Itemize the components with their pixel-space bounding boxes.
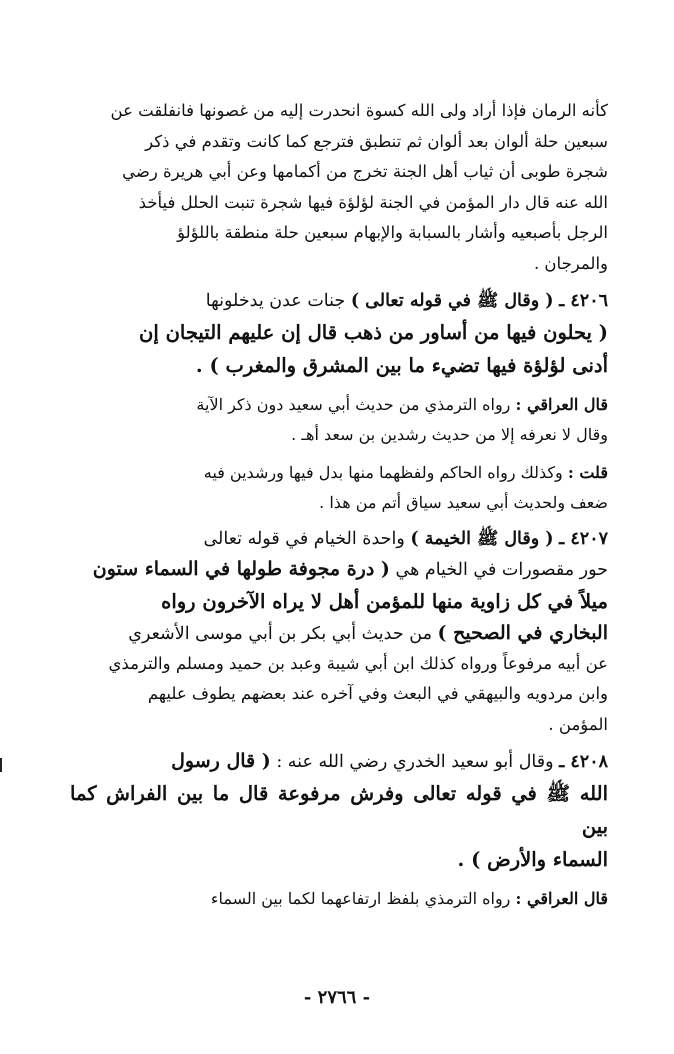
intro-line: الرجل بأصبعيه وأشار بالسبابة والإبهام سبعين حلة منطقة باللؤلؤ (177, 223, 608, 243)
hadith-bold-text: البخاري في الصحيح ) (437, 621, 608, 644)
hadith-number: ٤٢٠٦ ـ (559, 290, 608, 311)
intro-line: سبعين حلة ألوان بعد ألوان ثم تنطبق فترجع كما كانت وتقدم في ذكر (145, 131, 608, 151)
intro-paragraph (70, 96, 608, 280)
hadith-4206-text-line: ( يحلون فيها من أساور من ذهب قال إن عليهم التيجان إن (139, 320, 608, 344)
hadith-head-plain: وقال أبو سعيد الخدري رضي الله عنه : (276, 752, 554, 773)
hadith-head-bold: ( وقال ﷺ في قوله تعالى ) (350, 290, 554, 311)
hadith-head-bold: ( وقال ﷺ الخيمة ) (410, 528, 554, 549)
intro-line: شجرة طوبى أن ثياب أهل الجنة تخرج من أكمامها وعن أبي هريرة رضي (122, 162, 608, 182)
intro-line: كأنه الرمان فإذا أراد ولى الله كسوة انحدرت إليه من غصونها فانفلقت عن (110, 101, 608, 120)
intro-line: الله عنه قال دار المؤمن في الجنة لؤلؤة فيها شجرة تنبت الحلل فيأخذ (138, 192, 608, 212)
tail-line: وابن مردويه والبيهقي في البعث وفي آخره عند بعضهم يطوف عليهم (147, 684, 608, 704)
note-text: وكذلك رواه الحاكم ولفظهما منها بدل فيها ورشدين فيه (203, 462, 563, 482)
page-body (70, 96, 608, 914)
hadith-4206 (70, 286, 608, 382)
hadith-head-bold: ( قال رسول (171, 750, 271, 773)
hadith-4206-head (70, 286, 608, 316)
note-text: رواه الترمذي من حديث أبي سعيد دون ذكر الآية (196, 394, 511, 414)
hadith-4206-text-line: أدنى لؤلؤة فيها تضيء ما بين المشرق والمغرب ) . (195, 353, 608, 377)
tail-line: عن أبيه مرفوعاً ورواه كذلك ابن أبي شيبة وعبد بن حميد ومسلم والترمذي (108, 653, 608, 673)
hadith-4208-head (70, 746, 608, 777)
hadith-4207-line2 (70, 554, 608, 585)
hadith-4208 (70, 746, 608, 876)
note-label: قال العراقي : (515, 394, 608, 414)
hadith-head-rest: واحدة الخيام في قوله تعالى (203, 528, 405, 549)
hadith-4208-text-line: السماء والأرض ) . (457, 848, 608, 872)
intro-line: والمرجان . (533, 253, 608, 273)
hadith-4207-text-line: ميلاً في كل زاوية منها للمؤمن أهل لا يراه الآخرون رواه (161, 589, 608, 613)
page-number: - ٢٧٦٦ - (303, 987, 371, 1008)
note-label: قلت : (567, 462, 608, 482)
note-iraqi-4206 (70, 390, 608, 450)
note-label: قال العراقي : (515, 889, 608, 909)
note-qultu (70, 458, 608, 518)
hadith-number: ٤٢٠٨ ـ (559, 752, 608, 773)
note-text: رواه الترمذي بلفظ ارتفاعهما لكما بين السماء (210, 889, 511, 909)
hadith-head-rest: جنات عدن يدخلونها (205, 290, 346, 311)
tail-line: المؤمن . (548, 714, 608, 734)
hadith-bold-text: ( درة مجوفة طولها في السماء ستون (92, 557, 390, 580)
scan-edge-mark (0, 758, 2, 772)
hadith-number: ٤٢٠٧ ـ (559, 528, 608, 549)
note-iraqi-4208 (70, 884, 608, 914)
note-text-line2: وقال لا نعرفه إلا من حديث رشدين بن سعد أهـ . (291, 424, 608, 444)
hadith-plain-text: حور مقصورات في الخيام هي (395, 559, 608, 580)
hadith-4208-text-line: الله ﷺ في قوله تعالى وفرش مرفوعة قال ما بين الفراش كما بين (70, 782, 608, 839)
hadith-4207-head (70, 524, 608, 554)
hadith-plain-text: من حديث أبي بكر بن أبي موسى الأشعري (128, 623, 432, 644)
hadith-4207-line4 (70, 618, 608, 649)
note-text-line2: ضعف ولحديث أبي سعيد سياق أتم من هذا . (319, 492, 608, 512)
hadith-4207 (70, 524, 608, 741)
hadith-4207-tail (70, 649, 608, 741)
